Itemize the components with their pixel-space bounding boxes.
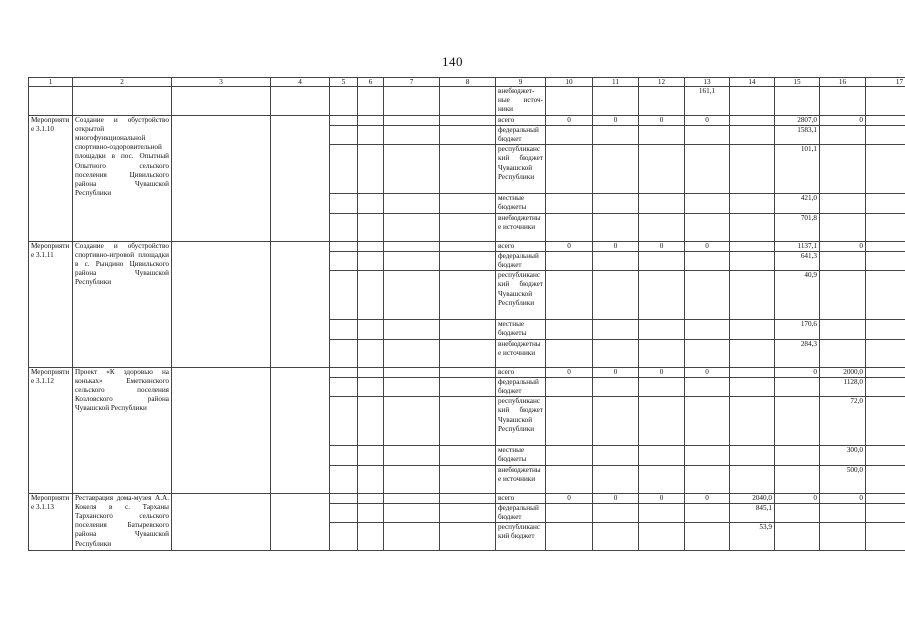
value-cell (546, 145, 593, 194)
value-cell: 0 (546, 241, 593, 251)
description-cell: Реставрация дома-музея А.А. Кокеля в с. Тарханы Тарханского сельского поселения Батыревского района Чувашской Республики (73, 493, 172, 551)
table-cell (384, 397, 440, 446)
column-header: 7 (384, 78, 440, 87)
table-cell (440, 145, 496, 194)
table-cell (384, 320, 440, 339)
value-cell: 2000,0 (820, 367, 866, 377)
value-cell: 845,1 (730, 503, 775, 522)
event-cell (29, 87, 73, 116)
value-cell: 1128,0 (820, 377, 866, 396)
table-cell (384, 87, 440, 116)
funding-source-cell: республиканский бюджет Чувашской Республики (496, 271, 546, 320)
table-cell (358, 465, 384, 493)
value-cell: 101,1 (775, 145, 820, 194)
value-cell (820, 251, 866, 270)
table-cell (440, 271, 496, 320)
value-cell (730, 320, 775, 339)
table-cell (330, 145, 358, 194)
value-cell: 0 (639, 115, 685, 125)
table-cell (440, 87, 496, 116)
value-cell (866, 493, 905, 503)
table-row (29, 241, 905, 251)
value-cell (685, 271, 730, 320)
column-header: 14 (730, 78, 775, 87)
value-cell (639, 465, 685, 493)
event-cell: Мероприятие 3.1.12 (29, 367, 73, 493)
funding-source-cell: республиканский бюджет Чувашской Республики (496, 397, 546, 446)
column-header: 17 (866, 78, 905, 87)
table-cell (820, 87, 866, 116)
funding-source-cell: внебюджет-ные источ-ники (496, 87, 546, 116)
funding-source-cell: всего (496, 241, 546, 251)
table-cell (358, 503, 384, 522)
value-cell (820, 271, 866, 320)
value-cell: 0 (639, 367, 685, 377)
value-cell (593, 145, 639, 194)
value-cell (775, 503, 820, 522)
value-cell (593, 523, 639, 551)
value-cell (546, 251, 593, 270)
table-cell (330, 125, 358, 144)
value-cell (639, 194, 685, 213)
value-cell: 421,0 (775, 194, 820, 213)
value-cell (546, 377, 593, 396)
value-cell (685, 377, 730, 396)
value-cell (546, 523, 593, 551)
column-header: 15 (775, 78, 820, 87)
funding-source-cell: местные бюджеты (496, 320, 546, 339)
value-cell (730, 465, 775, 493)
description-cell: Проект «К здоровью на коньках» Еметкинского сельского поселения Козловского района Чувашской Республики (73, 367, 172, 493)
value-cell (593, 465, 639, 493)
value-cell: 641,3 (775, 251, 820, 270)
value-cell (866, 251, 905, 270)
value-cell: 500,0 (820, 465, 866, 493)
value-cell (730, 377, 775, 396)
funding-source-cell: федеральный бюджет (496, 377, 546, 396)
value-cell (639, 339, 685, 367)
value-cell (866, 377, 905, 396)
column-header: 16 (820, 78, 866, 87)
value-cell: 0 (685, 241, 730, 251)
table-cell (440, 213, 496, 241)
table-row (29, 87, 905, 116)
column-header: 9 (496, 78, 546, 87)
value-cell (685, 251, 730, 270)
table-cell (384, 194, 440, 213)
value-cell (866, 115, 905, 125)
value-cell (685, 446, 730, 465)
value-cell: 300,0 (820, 446, 866, 465)
value-cell (866, 367, 905, 377)
funding-source-cell: всего (496, 115, 546, 125)
table-cell (330, 397, 358, 446)
table-cell (271, 493, 330, 551)
column-header: 10 (546, 78, 593, 87)
column-header: 6 (358, 78, 384, 87)
value-cell (730, 145, 775, 194)
value-cell (775, 523, 820, 551)
value-cell (866, 213, 905, 241)
table-cell (593, 87, 639, 116)
value-cell (639, 377, 685, 396)
budget-table (28, 77, 905, 551)
value-cell (730, 194, 775, 213)
event-cell: Мероприятие 3.1.13 (29, 493, 73, 551)
column-header: 13 (685, 78, 730, 87)
table-cell (271, 367, 330, 493)
value-cell (685, 339, 730, 367)
table-cell (358, 493, 384, 503)
value-cell (639, 397, 685, 446)
value-cell (593, 194, 639, 213)
value-cell (593, 397, 639, 446)
value-cell (730, 251, 775, 270)
value-cell (866, 194, 905, 213)
value-cell (546, 320, 593, 339)
table-cell (384, 465, 440, 493)
table-cell (330, 503, 358, 522)
value-cell (685, 465, 730, 493)
value-cell (546, 213, 593, 241)
value-cell (639, 125, 685, 144)
value-cell (685, 194, 730, 213)
table-cell (440, 503, 496, 522)
value-cell: 0 (685, 367, 730, 377)
table-cell (330, 115, 358, 125)
column-header: 4 (271, 78, 330, 87)
value-cell (730, 339, 775, 367)
value-cell (866, 397, 905, 446)
table-cell (384, 339, 440, 367)
funding-source-cell: республиканский бюджет (496, 523, 546, 551)
table-cell (440, 320, 496, 339)
value-cell (685, 397, 730, 446)
value-cell (730, 367, 775, 377)
value-cell (593, 339, 639, 367)
table-cell (440, 446, 496, 465)
value-cell: 0 (775, 493, 820, 503)
value-cell (866, 446, 905, 465)
table-cell (384, 213, 440, 241)
event-cell: Мероприятие 3.1.11 (29, 241, 73, 367)
value-cell (639, 251, 685, 270)
page-number: 140 (442, 54, 463, 69)
value-cell: 0 (820, 493, 866, 503)
table-cell (358, 446, 384, 465)
table-cell (384, 125, 440, 144)
value-cell (820, 213, 866, 241)
table-cell (330, 367, 358, 377)
value-cell (546, 503, 593, 522)
table-cell (546, 87, 593, 116)
table-cell (384, 271, 440, 320)
table-cell (440, 251, 496, 270)
table-cell (330, 87, 358, 116)
value-cell (866, 145, 905, 194)
table-cell (271, 241, 330, 367)
value-cell: 2807,0 (775, 115, 820, 125)
funding-source-cell: федеральный бюджет (496, 251, 546, 270)
value-cell: 72,0 (820, 397, 866, 446)
value-cell (866, 241, 905, 251)
table-cell (384, 446, 440, 465)
table-cell (384, 493, 440, 503)
table-cell (172, 115, 271, 241)
value-cell: 0 (593, 115, 639, 125)
value-cell (546, 465, 593, 493)
table-row (29, 367, 905, 377)
table-cell (440, 241, 496, 251)
funding-source-cell: федеральный бюджет (496, 503, 546, 522)
value-cell: 40,9 (775, 271, 820, 320)
table-cell (384, 377, 440, 396)
table-cell (172, 493, 271, 551)
value-cell (685, 125, 730, 144)
table-cell (358, 339, 384, 367)
table-cell (384, 145, 440, 194)
value-cell (730, 446, 775, 465)
table-cell (384, 251, 440, 270)
value-cell (775, 377, 820, 396)
value-cell (593, 446, 639, 465)
table-cell (172, 87, 271, 116)
table-cell (172, 367, 271, 493)
table-cell (866, 87, 905, 116)
table-cell (330, 377, 358, 396)
table-cell (775, 87, 820, 116)
value-cell (820, 339, 866, 367)
value-cell (775, 465, 820, 493)
table-cell (384, 523, 440, 551)
value-cell (685, 145, 730, 194)
table-cell (330, 465, 358, 493)
table-cell (440, 125, 496, 144)
value-cell (639, 145, 685, 194)
value-cell (866, 503, 905, 522)
value-cell (593, 503, 639, 522)
value-cell: 2040,0 (730, 493, 775, 503)
table-cell (358, 125, 384, 144)
table-cell (384, 115, 440, 125)
table-cell (330, 241, 358, 251)
column-header: 11 (593, 78, 639, 87)
value-cell (546, 339, 593, 367)
description-cell: Создание и обустройство спортивно-игровой площадки в с. Рындино Цивильского района Чувашской Республики (73, 241, 172, 367)
value-cell: 0 (593, 367, 639, 377)
value-cell (639, 503, 685, 522)
column-number-row (29, 78, 905, 87)
table-cell (271, 87, 330, 116)
value-cell (593, 320, 639, 339)
value-cell (593, 213, 639, 241)
value-cell (639, 446, 685, 465)
value-cell (820, 125, 866, 144)
value-cell (639, 523, 685, 551)
column-header: 2 (73, 78, 172, 87)
value-cell (820, 194, 866, 213)
value-cell (639, 213, 685, 241)
column-header: 5 (330, 78, 358, 87)
value-cell: 701,8 (775, 213, 820, 241)
table-cell (271, 115, 330, 241)
value-cell (775, 446, 820, 465)
column-header: 12 (639, 78, 685, 87)
value-cell: 0 (820, 115, 866, 125)
table-cell (440, 339, 496, 367)
table-cell (639, 87, 685, 116)
funding-source-cell: всего (496, 493, 546, 503)
value-cell (730, 397, 775, 446)
table-cell (358, 367, 384, 377)
description-cell (73, 87, 172, 116)
table-cell (358, 523, 384, 551)
value-cell (546, 397, 593, 446)
table-cell (358, 194, 384, 213)
funding-source-cell: всего (496, 367, 546, 377)
table-cell (440, 465, 496, 493)
table-cell (440, 115, 496, 125)
value-cell: 161,1 (685, 87, 730, 116)
value-cell: 0 (775, 367, 820, 377)
value-cell (546, 271, 593, 320)
column-header: 8 (440, 78, 496, 87)
value-cell: 0 (685, 115, 730, 125)
value-cell (866, 125, 905, 144)
value-cell: 1137,1 (775, 241, 820, 251)
value-cell: 0 (546, 367, 593, 377)
value-cell (775, 397, 820, 446)
table-cell (330, 213, 358, 241)
value-cell: 0 (546, 493, 593, 503)
value-cell: 1583,1 (775, 125, 820, 144)
table-row (29, 493, 905, 503)
table-cell (358, 271, 384, 320)
table-cell (384, 241, 440, 251)
value-cell (685, 320, 730, 339)
table-cell (358, 145, 384, 194)
description-cell: Создание и обустройство открытой многофункциональной спортивно-оздоровительной площадки в пос. Опытный Опытного сельского поселения Цивильского района Чувашской Республики (73, 115, 172, 241)
table-cell (330, 251, 358, 270)
value-cell (730, 125, 775, 144)
table-cell (330, 446, 358, 465)
table-cell (358, 397, 384, 446)
value-cell: 0 (639, 241, 685, 251)
value-cell (730, 271, 775, 320)
value-cell (685, 503, 730, 522)
value-cell (593, 125, 639, 144)
table-cell (440, 377, 496, 396)
funding-source-cell: внебюджетные источники (496, 465, 546, 493)
funding-source-cell: местные бюджеты (496, 446, 546, 465)
table-cell (358, 320, 384, 339)
table-cell (330, 320, 358, 339)
value-cell (730, 213, 775, 241)
table-cell (440, 397, 496, 446)
funding-source-cell: республиканский бюджет Чувашской Республики (496, 145, 546, 194)
value-cell: 170,6 (775, 320, 820, 339)
table-body (29, 87, 905, 551)
table-cell (330, 271, 358, 320)
value-cell (820, 523, 866, 551)
value-cell (593, 271, 639, 320)
table-cell (730, 87, 775, 116)
value-cell (685, 213, 730, 241)
value-cell (820, 320, 866, 339)
funding-source-cell: внебюджетные источники (496, 213, 546, 241)
table-cell (358, 115, 384, 125)
table-cell (440, 367, 496, 377)
value-cell (593, 251, 639, 270)
value-cell: 0 (593, 493, 639, 503)
column-header: 3 (172, 78, 271, 87)
value-cell (639, 320, 685, 339)
table-cell (330, 194, 358, 213)
value-cell (593, 377, 639, 396)
value-cell (685, 523, 730, 551)
table-cell (358, 251, 384, 270)
value-cell (730, 241, 775, 251)
value-cell (866, 271, 905, 320)
table-cell (440, 194, 496, 213)
funding-source-cell: местные бюджеты (496, 194, 546, 213)
table-cell (330, 523, 358, 551)
value-cell: 53,9 (730, 523, 775, 551)
table-header (29, 78, 905, 87)
value-cell (866, 465, 905, 493)
value-cell (546, 446, 593, 465)
value-cell: 0 (685, 493, 730, 503)
table-cell (358, 213, 384, 241)
column-header: 1 (29, 78, 73, 87)
table-cell (358, 241, 384, 251)
table-cell (358, 377, 384, 396)
value-cell: 0 (820, 241, 866, 251)
value-cell (820, 503, 866, 522)
value-cell (866, 339, 905, 367)
value-cell (820, 145, 866, 194)
table-cell (172, 241, 271, 367)
value-cell (546, 125, 593, 144)
value-cell: 0 (593, 241, 639, 251)
table-cell (440, 493, 496, 503)
table-cell (330, 493, 358, 503)
table-row (29, 115, 905, 125)
table-cell (440, 523, 496, 551)
table-cell (358, 87, 384, 116)
value-cell: 284,3 (775, 339, 820, 367)
funding-source-cell: внебюджетные источники (496, 339, 546, 367)
value-cell: 0 (639, 493, 685, 503)
event-cell: Мероприятие 3.1.10 (29, 115, 73, 241)
table-cell (384, 503, 440, 522)
funding-source-cell: федеральный бюджет (496, 125, 546, 144)
value-cell (546, 194, 593, 213)
table-cell (384, 367, 440, 377)
value-cell (866, 320, 905, 339)
value-cell (866, 523, 905, 551)
value-cell (639, 271, 685, 320)
value-cell: 0 (546, 115, 593, 125)
table-cell (330, 339, 358, 367)
value-cell (730, 115, 775, 125)
